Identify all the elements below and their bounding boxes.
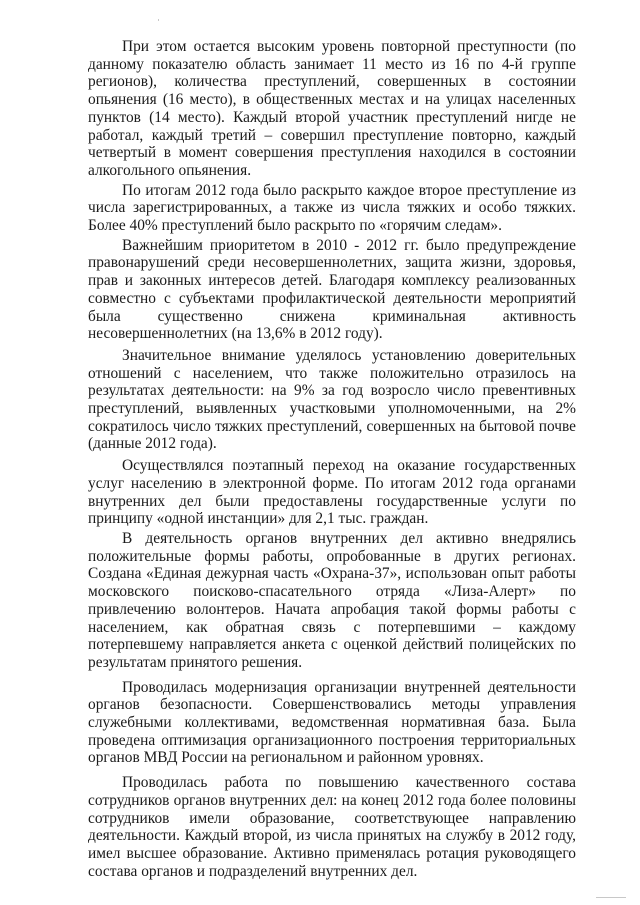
- document-page: [88, 38, 576, 880]
- paragraph-juvenile-prevention: Важнейшим приоритетом в 2010 - 2012 гг. было предупреждение правонарушений среди несовершеннолетних, защита жизни, здоровья, прав и законных интересов детей. Благодаря комплексу реализованных совместно с субъектами профилактической деятельности мероприятий была существенно снижена криминальная активность несовершеннолетних (на 13,6% в 2012 году).: [88, 236, 576, 343]
- paragraph-staff-quality: Проводилась работа по повышению качественного состава сотрудников органов внутренних дел: на конец 2012 года более половины сотрудников имели образование, соответствующее направлению деятельности. Каждый второй, из числа принятых на службу в 2012 году, имел высшее образование. Активно применялась ротация руководящего состава органов и подразделений внутренних дел.: [88, 774, 576, 880]
- scan-speck: [158, 19, 159, 21]
- paragraph-recidivism: При этом остается высоким уровень повторной преступности (по данному показателю область занимает 11 место из 16 по 4-й группе регионов), количества преступлений, совершенных в состоянии опьянения (16 место), в общественных местах и на улицах населенных пунктов (14 место). Каждый второй участник преступлений нигде не работал, каждый третий – совершил преступление повторно, каждый четвертый в момент совершения преступления находился в состоянии алкогольного опьянения.: [88, 38, 576, 179]
- paragraph-modernization: Проводилась модернизация организации внутренней деятельности органов безопасности. Совершенствовались методы управления служебными коллективами, ведомственная нормативная база. Была проведена оптимизация организационного построения территориальных органов МВД России на региональном и районном уровнях.: [88, 678, 576, 767]
- paragraph-positive-practices: В деятельность органов внутренних дел активно внедрялись положительные формы работы, опробованные в других регионах. Создана «Единая дежурная часть «Охрана-37», использован опыт работы московского поисково-спасательного отряда «Лиза-Алерт» по привлечению волонтеров. Начата апробация такой формы работы с населением, как обратная связь с потерпевшими – каждому потерпевшему направляется анкета с оценкой действий полицейских по результатам принятого решения.: [88, 529, 576, 671]
- paragraph-crime-solving: По итогам 2012 года было раскрыто каждое второе преступление из числа зарегистрированных, а также из числа тяжких и особо тяжких. Более 40% преступлений было раскрыто по «горячим следам».: [88, 181, 576, 235]
- paragraph-public-trust: Значительное внимание уделялось установлению доверительных отношений с населением, что также положительно отразилось на результатах деятельности: на 9% за год возросло число превентивных преступлений, выявленных участковыми уполномоченными, на 2% сократилось число тяжких преступлений, совершенных на бытовой почве (данные 2012 года).: [88, 346, 576, 453]
- scan-speck: [596, 897, 626, 898]
- paragraph-electronic-services: Осуществлялся поэтапный переход на оказание государственных услуг населению в электронной форме. По итогам 2012 года органами внутренних дел были предоставлены государственные услуги по принципу «одной инстанции» для 2,1 тыс. граждан.: [88, 457, 576, 528]
